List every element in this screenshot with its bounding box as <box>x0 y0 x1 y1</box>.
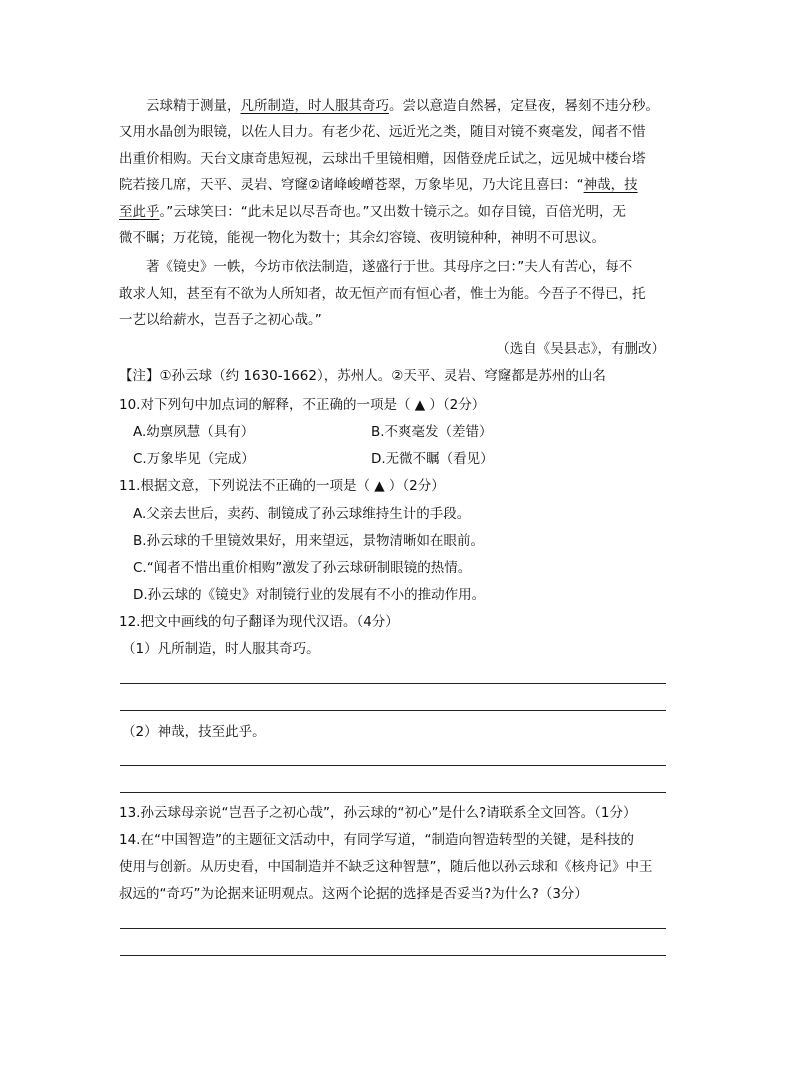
underlined-sentence: 神哉，技 <box>583 177 638 193</box>
q10-option-a: A.幼禀夙慧（具有） <box>133 424 255 440</box>
q10-option-b: B.不爽毫发（差错） <box>371 424 493 440</box>
underlined-sentence: 至此乎 <box>119 204 160 220</box>
passage-line <box>146 96 659 116</box>
answer-line <box>120 683 666 684</box>
answer-line <box>120 765 666 766</box>
passage-text: 。”云球笑曰：“此未足以尽吾奇也。”又出数十镜示之。如存目镜，百倍光明，无 <box>159 204 626 220</box>
passage-line: 又用水晶创为眼镜，以佐人目力。有老少花、远近光之类，随目对镜不爽毫发，闻者不惜 <box>119 124 646 140</box>
question-11-stem: 11.根据文意，下列说法不正确的一项是（ ▲ ）（2分） <box>119 478 445 494</box>
q11-option-a: A.父亲去世后，卖药、制镜成了孙云球维持生计的手段。 <box>133 506 471 522</box>
q11-option-b: B.孙云球的千里镜效果好，用来望远，景物清晰如在眼前。 <box>133 533 485 549</box>
question-10-stem: 10.对下列句中加点词的解释，不正确的一项是（ ▲ ）（2分） <box>119 397 486 413</box>
answer-line <box>120 710 666 711</box>
passage-line: 出重价相购。天台文康奇患短视，云球出千里镜相赠，因偕登虎丘试之，远见城中楼台塔 <box>119 151 646 167</box>
q12-sentence-2: （2）神哉，技至此乎。 <box>122 724 266 740</box>
q11-option-c: C.“闻者不惜出重价相购”激发了孙云球研制眼镜的热情。 <box>133 560 472 576</box>
q12-sentence-1: （1）凡所制造，时人服其奇巧。 <box>122 641 320 657</box>
passage-text: 云球精于测量， <box>146 98 241 114</box>
underlined-sentence: 凡所制造，时人服其奇巧 <box>240 98 389 114</box>
passage-line: 敢求人知，甚至有不欲为人所知者，故无恒产而有恒心者，惟士为能。今吾子不得已，托 <box>119 286 646 302</box>
question-14-line: 使用与创新。从历史看，中国制造并不缺乏这种智慧”，随后他以孙云球和《核舟记》中王 <box>119 859 653 875</box>
question-13: 13.孙云球母亲说“岂吾子之初心哉”，孙云球的“初心”是什么?请联系全文回答。（1分） <box>119 805 637 821</box>
answer-line <box>120 792 666 793</box>
answer-line <box>120 928 666 929</box>
footnote: 【注】①孙云球（约 1630-1662），苏州人。②天平、灵岩、穹窿都是苏州的山名 <box>119 368 606 384</box>
passage-text: 。尝以意造自然晷，定昼夜，晷刻不违分秒。 <box>389 98 659 114</box>
q10-option-c: C.万象毕见（完成） <box>133 451 255 467</box>
question-12-stem: 12.把文中画线的句子翻译为现代汉语。（4分） <box>119 614 399 630</box>
q11-option-d: D.孙云球的《镜史》对制镜行业的发展有不小的推动作用。 <box>133 587 486 603</box>
passage-line <box>119 202 626 222</box>
question-14-line: 叔远的“奇巧”为论据来证明观点。这两个论据的选择是否妥当?为什么?（3分） <box>119 886 588 902</box>
passage-line: 著《镜史》一帙，今坊市依法制造，遂盛行于世。其母序之曰：”夫人有苦心，每不 <box>146 259 633 275</box>
question-14-line: 14.在“中国智造”的主题征文活动中，有同学写道，“制造向智造转型的关键，是科技的 <box>119 832 634 848</box>
answer-line <box>120 955 666 956</box>
q10-option-d: D.无微不瞩（看见） <box>371 451 494 467</box>
passage-line: 微不瞩；万花镜，能视一物化为数十；其余幻容镜、夜明镜种种，神明不可思议。 <box>119 230 605 246</box>
passage-source: （选自《吴县志》，有删改） <box>496 341 665 357</box>
passage-text: 院若接几席，天平、灵岩、穹窿②诸峰峻嶒苍翠，万象毕见，乃大诧且喜曰：“ <box>119 177 584 193</box>
passage-line <box>119 175 638 195</box>
passage-line: 一艺以给薪水，岂吾子之初心哉。” <box>119 312 322 328</box>
